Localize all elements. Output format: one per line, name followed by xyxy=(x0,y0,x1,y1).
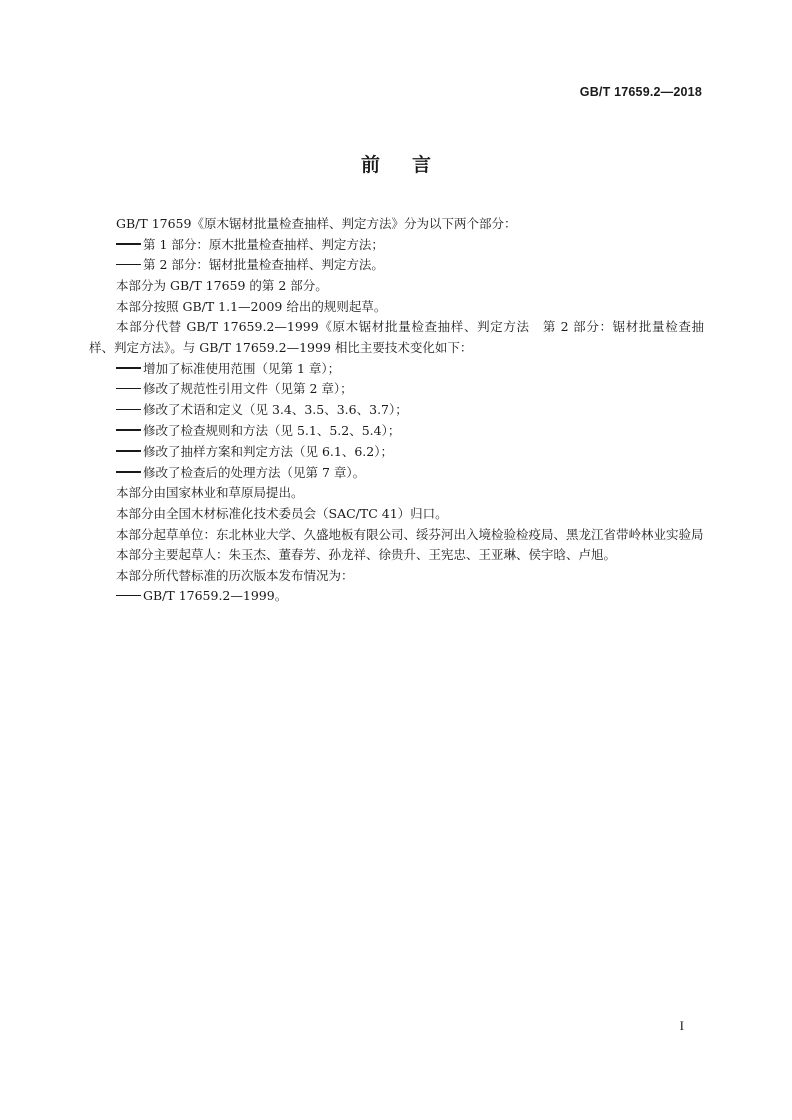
list-item xyxy=(89,586,704,607)
dash-marker xyxy=(116,442,143,463)
paragraph-drafting-rules: 本部分按照 GB/T 1.1—2009 给出的规则起草。 xyxy=(116,298,387,314)
list-item-text: 修改了规范性引用文件（见第 2 章）； xyxy=(143,381,353,397)
paragraph-replaces: 本部分代替 GB/T 17659.2—1999《原木锯材批量检查抽样、判定方法 第 2 部分：锯材批量检查抽样、判定方法》。与 GB/T 17659.2—1999 相比主要技术变化如下： xyxy=(89,319,704,355)
paragraph-under-jurisdiction: 本部分由全国木材标准化技术委员会（SAC/TC 41）归口。 xyxy=(116,505,448,521)
list-item xyxy=(89,235,704,256)
list-item xyxy=(89,379,704,400)
page-title: 前言 xyxy=(360,154,463,176)
paragraph-drafting-units: 本部分起草单位：东北林业大学、久盛地板有限公司、绥芬河出入境检验检疫局、黑龙江省带岭林业实验局 xyxy=(116,526,704,542)
list-item-text: 增加了标准使用范围（见第 1 章）； xyxy=(143,360,341,376)
list-item-text: GB/T 17659.2—1999。 xyxy=(143,588,288,604)
list-item-text: 第 2 部分：锯材批量检查抽样、判定方法。 xyxy=(143,257,384,273)
foreword-body xyxy=(89,214,704,607)
paragraph-parts-intro: GB/T 17659《原木锯材批量检查抽样、判定方法》分为以下两个部分： xyxy=(116,216,517,231)
list-item-text: 第 1 部分：原木批量检查抽样、判定方法； xyxy=(143,236,384,252)
page-number: I xyxy=(679,1018,684,1033)
dash-marker xyxy=(116,256,143,277)
list-item xyxy=(89,442,704,463)
paragraph-proposed-by: 本部分由国家林业和草原局提出。 xyxy=(116,485,304,501)
list-item-text: 修改了检查规则和方法（见 5.1、5.2、5.4）； xyxy=(143,422,401,438)
dash-marker xyxy=(116,400,143,421)
dash-marker xyxy=(116,359,143,380)
dash-marker xyxy=(116,421,143,442)
paragraph-drafters: 本部分主要起草人：朱玉杰、董春芳、孙龙祥、徐贵升、王宪忠、王亚琳、侯宇晗、卢旭。 xyxy=(116,547,617,563)
dash-marker xyxy=(116,235,143,256)
list-item-text: 修改了检查后的处理方法（见第 7 章）。 xyxy=(143,464,366,480)
list-item-text: 修改了抽样方案和判定方法（见 6.1、6.2）； xyxy=(143,443,393,459)
dash-marker xyxy=(116,463,143,484)
list-item xyxy=(89,463,704,484)
list-item-text: 修改了术语和定义（见 3.4、3.5、3.6、3.7）； xyxy=(143,402,408,418)
list-item xyxy=(89,255,704,276)
dash-marker xyxy=(116,380,143,401)
paragraph-part-number: 本部分为 GB/T 17659 的第 2 部分。 xyxy=(116,278,328,294)
dash-marker xyxy=(116,587,143,608)
paragraph-version-history: 本部分所代替标准的历次版本发布情况为： xyxy=(116,567,354,583)
list-item xyxy=(89,421,704,442)
standard-code: GB/T 17659.2—2018 xyxy=(579,85,702,99)
list-item xyxy=(89,400,704,421)
list-item xyxy=(89,359,704,380)
